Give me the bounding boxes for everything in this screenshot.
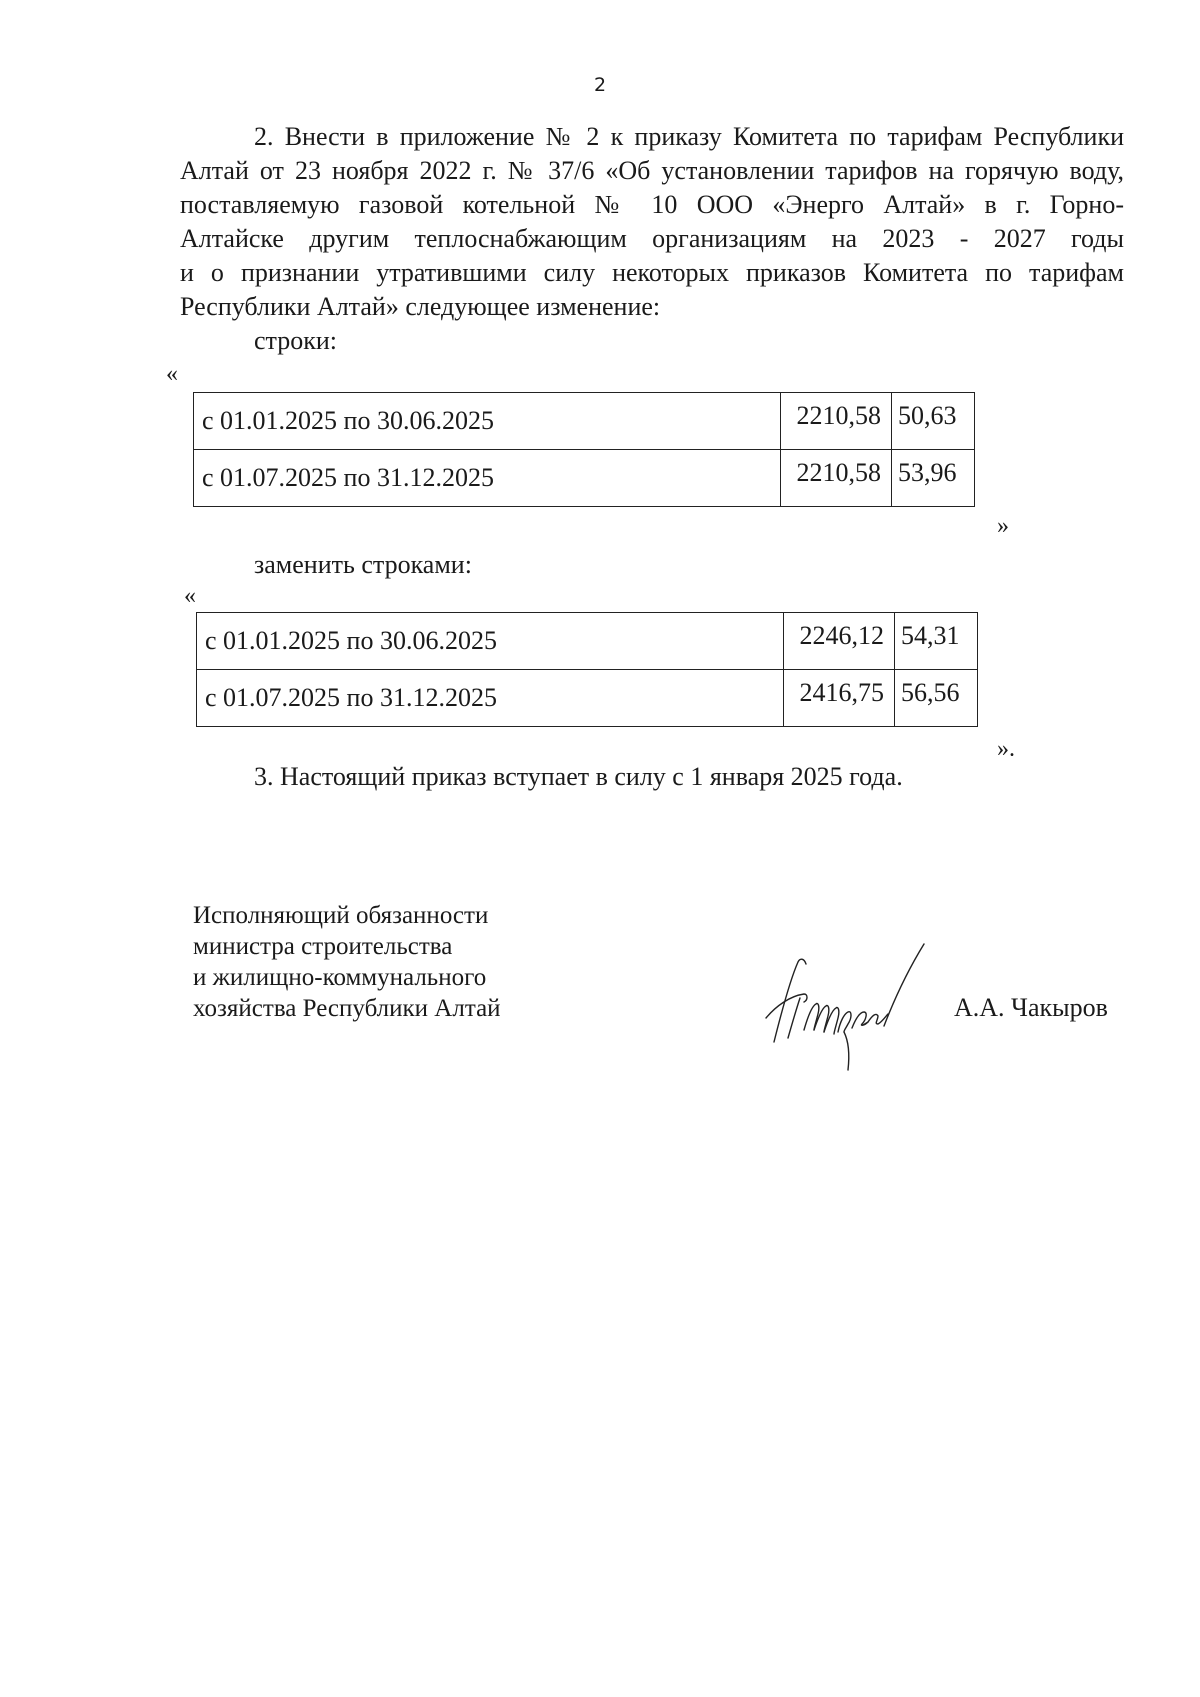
open-quote: « (184, 583, 196, 609)
table-row (194, 450, 975, 507)
signatory-title-line: Исполняющий обязанности (193, 902, 489, 929)
open-quote: « (166, 361, 178, 387)
table-row (197, 613, 978, 670)
table-row (197, 670, 978, 727)
old-rows-table (193, 392, 975, 507)
replace-label: заменить строками: (254, 550, 472, 579)
value-cell: 2210,58 (781, 393, 892, 450)
value-cell: 54,31 (895, 613, 978, 670)
signatory-title-line: министра строительства (193, 933, 453, 960)
period-cell: с 01.07.2025 по 31.12.2025 (194, 450, 781, 507)
period-cell: с 01.01.2025 по 30.06.2025 (194, 393, 781, 450)
item-2-line: поставляемую газовой котельной № 10 ООО «Энерго Алтай» в г. Горно- (180, 190, 1124, 219)
signatory-title (193, 900, 501, 1024)
item-2-line: и о признании утратившими силу некоторых приказов Комитета по тарифам (180, 258, 1124, 287)
item-2-paragraph (180, 120, 1124, 324)
rows-label: строки: (254, 326, 337, 355)
signatory-title-line: и жилищно-коммунального (193, 964, 487, 991)
new-rows-table (196, 612, 978, 727)
close-quote: ». (997, 736, 1015, 762)
signatory-title-line: хозяйства Республики Алтай (193, 995, 501, 1022)
item-2-line: 2. Внести в приложение № 2 к приказу Комитета по тарифам Республики (254, 122, 1124, 151)
item-2-line: Алтай от 23 ноября 2022 г. № 37/6 «Об установлении тарифов на горячую воду, (180, 156, 1124, 185)
handwritten-signature (760, 940, 960, 1080)
signatory-name: А.А. Чакыров (954, 993, 1108, 1022)
period-cell: с 01.01.2025 по 30.06.2025 (197, 613, 784, 670)
period-cell: с 01.07.2025 по 31.12.2025 (197, 670, 784, 727)
close-quote: » (997, 513, 1009, 539)
item-3-paragraph: 3. Настоящий приказ вступает в силу с 1 января 2025 года. (254, 762, 903, 791)
page-number: 2 (593, 74, 607, 96)
value-cell: 2416,75 (784, 670, 895, 727)
value-cell: 2210,58 (781, 450, 892, 507)
item-2-line: Алтайске другим теплоснабжающим организациям на 2023 - 2027 годы (180, 224, 1124, 253)
value-cell: 56,56 (895, 670, 978, 727)
value-cell: 50,63 (892, 393, 975, 450)
value-cell: 2246,12 (784, 613, 895, 670)
value-cell: 53,96 (892, 450, 975, 507)
item-2-line: Республики Алтай» следующее изменение: (180, 292, 661, 321)
table-row (194, 393, 975, 450)
